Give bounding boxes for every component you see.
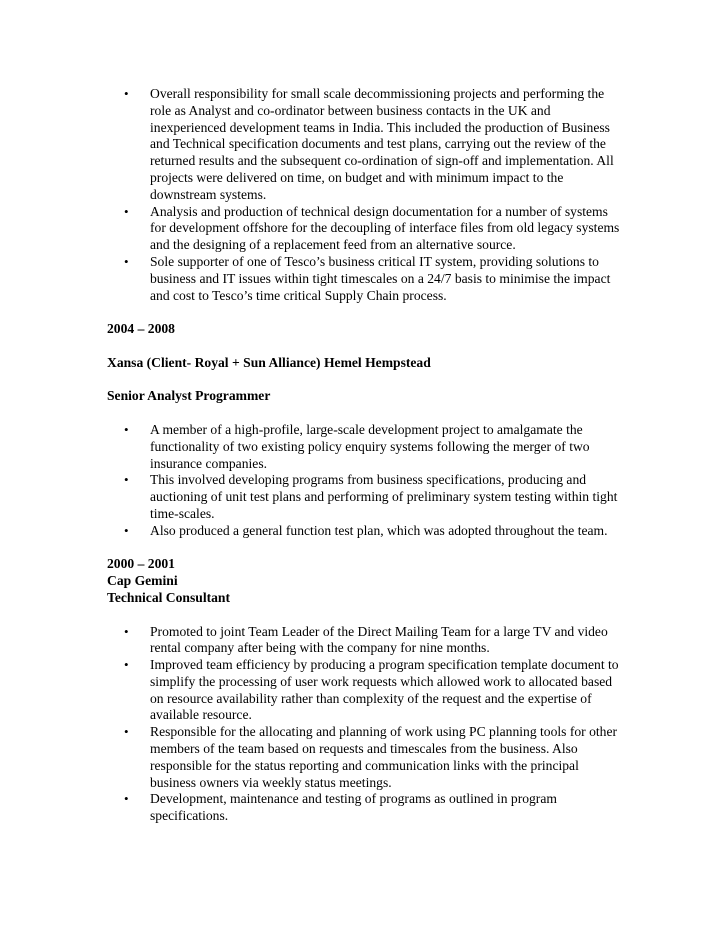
xansa-bullet-list: [107, 422, 627, 540]
job-dates: 2004 – 2008: [107, 321, 175, 337]
job-dates: 2000 – 2001: [107, 556, 175, 572]
list-item: [107, 204, 627, 254]
bullet-icon: •: [124, 86, 129, 101]
capgemini-bullet-list: [107, 624, 627, 826]
spacer: [107, 607, 627, 624]
job-role: Senior Analyst Programmer: [107, 388, 271, 404]
job-role: Technical Consultant: [107, 589, 231, 605]
bullet-icon: •: [124, 623, 129, 639]
list-item: [107, 422, 627, 472]
bullet-icon: •: [124, 791, 129, 807]
list-item-text: Overall responsibility for small scale decommissioning projects and performing the role as Analyst and co-ordinator between business contacts in the UK and inexperienced development teams in India. This included the production of Business and Technical specification documents and test plans, carrying out the review of the returned results and the subsequent co-ordination of sign-off and implementation. All projects were delivered on time, on budget and with minimum impact to the downstream systems.: [150, 86, 614, 202]
bullet-icon: •: [124, 203, 129, 219]
spacer: [107, 304, 627, 321]
job-company: Xansa (Client- Royal + Sun Alliance) Hemel Hempstead: [107, 354, 431, 370]
list-item-text: A member of a high-profile, large-scale development project to amalgamate the functionality of two existing policy enquiry systems following the merger of two insurance companies.: [150, 421, 590, 471]
spacer: [107, 540, 627, 557]
list-item-text: Analysis and production of technical design documentation for a number of systems for development offshore for the decoupling of interface files from old legacy systems and the designing of a replacement feed from an alternative source.: [150, 203, 620, 253]
list-item: [107, 254, 627, 304]
spacer: [107, 372, 627, 389]
bullet-icon: •: [124, 657, 129, 673]
list-item: [107, 472, 627, 522]
list-item: [107, 657, 627, 724]
bullet-icon: •: [124, 253, 129, 269]
top-bullet-list: [107, 86, 627, 304]
list-item-text: Promoted to joint Team Leader of the Direct Mailing Team for a large TV and video rental company after being with the company for nine months.: [150, 623, 608, 656]
list-item: [107, 523, 627, 540]
list-item-text: This involved developing programs from business specifications, producing and auctioning of unit test plans and performing of preliminary system testing within tight time-scales.: [150, 472, 618, 521]
bullet-icon: •: [124, 472, 129, 488]
list-item-text: Also produced a general function test plan, which was adopted throughout the team.: [150, 522, 608, 538]
job-company: Cap Gemini: [107, 573, 178, 589]
list-item: [107, 86, 627, 204]
list-item-text: Responsible for the allocating and planning of work using PC planning tools for other members of the team based on requests and timescales from the business. Also responsible for the status reporting and communication links with the principal business owners via weekly status meetings.: [150, 724, 618, 790]
bullet-icon: •: [124, 724, 129, 740]
bullet-icon: •: [124, 522, 129, 538]
list-item-text: Sole supporter of one of Tesco’s business critical IT system, providing solutions to business and IT issues within tight timescales on a 24/7 basis to minimise the impact and cost to Tesco’s time critical Supply Chain process.: [150, 253, 611, 303]
resume-page: [107, 86, 627, 825]
list-item: [107, 791, 627, 825]
bullet-icon: •: [124, 421, 129, 437]
list-item-text: Development, maintenance and testing of programs as outlined in program specifications.: [150, 791, 557, 824]
list-item: [107, 624, 627, 658]
list-item-text: Improved team efficiency by producing a program specification template document to simplify the processing of user work requests which allowed work to allocated based on resource availability rather than complexity of the request and the expertise of available resource.: [150, 657, 619, 723]
list-item: [107, 724, 627, 791]
spacer: [107, 405, 627, 422]
spacer: [107, 338, 627, 355]
